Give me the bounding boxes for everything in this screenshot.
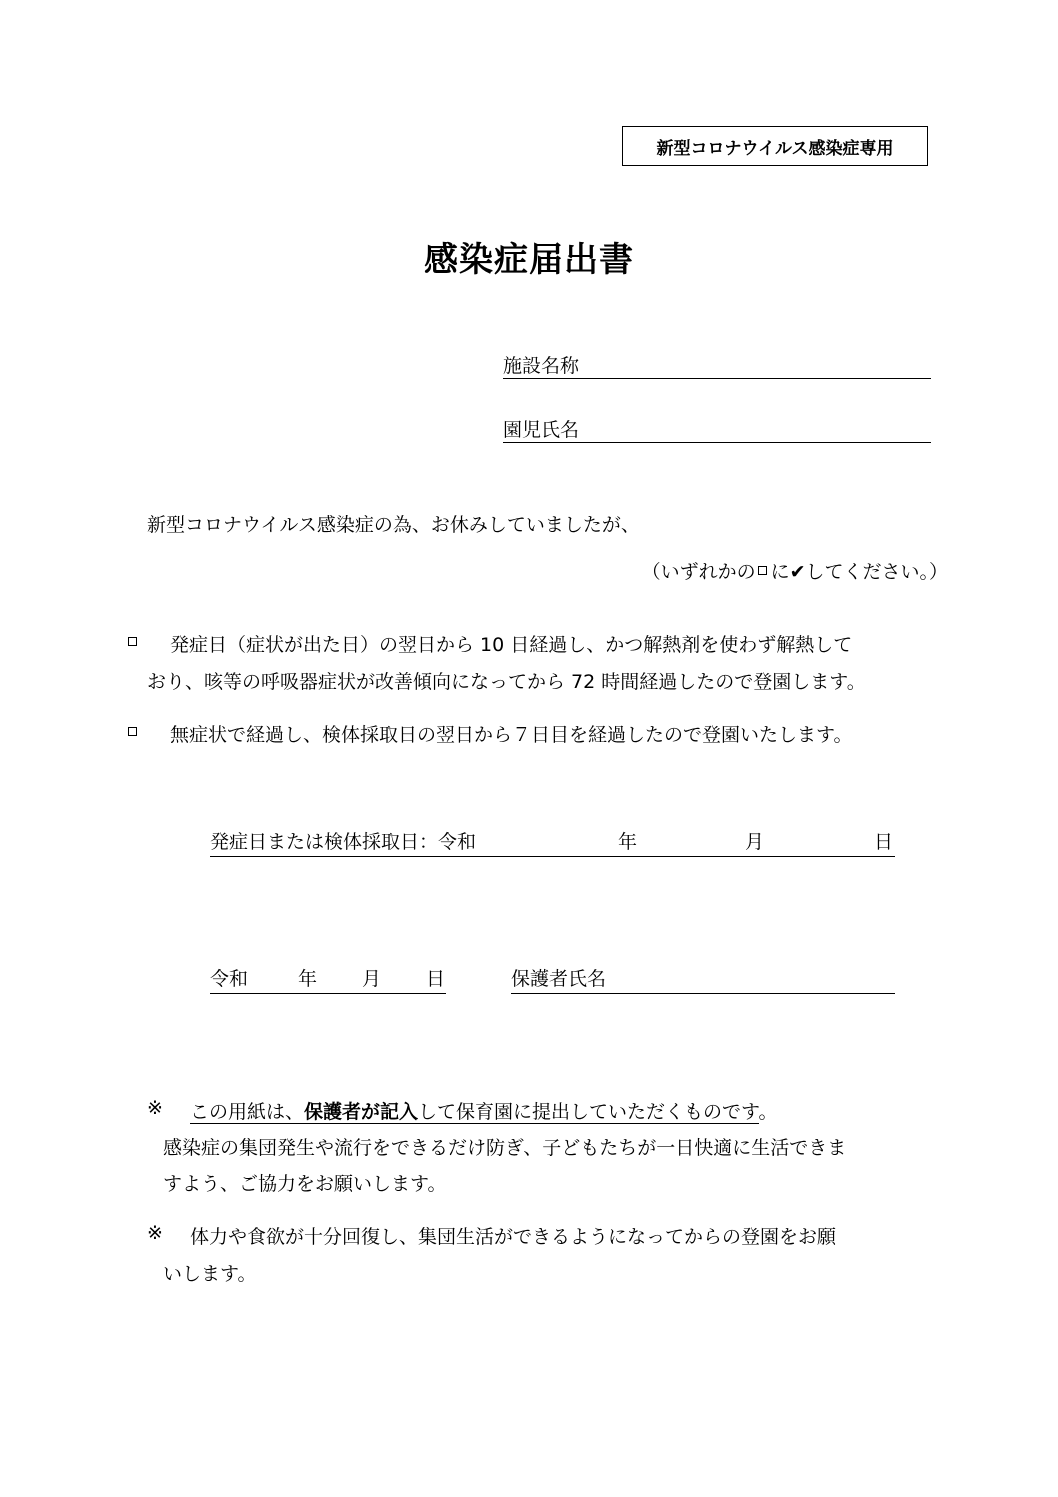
note-1-end: 。: [758, 1101, 778, 1123]
intro-text: 新型コロナウイルス感染症の為、お休みしていましたが、: [147, 514, 640, 536]
option-1-line-2: おり、咳等の呼吸器症状が改善傾向になってから 72 時間経過したので登園します。: [147, 671, 866, 693]
facility-name-label: 施設名称: [503, 355, 580, 377]
note-1-mark: ※: [147, 1097, 163, 1119]
option-2-line-1: 無症状で経過し、検体採取日の翌日から７日目を経過したので登園いたします。: [170, 724, 853, 746]
note-2-line-1: 体力や食欲が十分回復し、集団生活ができるようになってからの登園をお願: [190, 1226, 837, 1248]
option-2-checkbox[interactable]: [128, 727, 137, 736]
onset-date-month: 月: [745, 831, 765, 853]
instruction-text-post: に✔してください。）: [770, 561, 948, 583]
form-type-tag-text: 新型コロナウイルス感染症専用: [656, 138, 894, 159]
guardian-name-label: 保護者氏名: [511, 968, 607, 990]
signature-date-era: 令和: [210, 968, 249, 990]
inline-checkbox-icon: [758, 566, 767, 575]
option-1-line-1: 発症日（症状が出た日）の翌日から 10 日経過し、かつ解熱剤を使わず解熱して: [170, 634, 853, 656]
child-name-label: 園児氏名: [503, 419, 580, 441]
instruction-text: [642, 557, 948, 584]
note-1-underlined-b: して保育園に提出していただくものです: [418, 1101, 759, 1123]
page-title: 感染症届出書: [424, 240, 634, 280]
note-2-mark: ※: [147, 1222, 163, 1244]
note-1-line-1: [190, 1097, 778, 1124]
signature-date-year: 年: [298, 968, 318, 990]
note-1-bold: 保護者が記入: [304, 1101, 419, 1123]
note-1-line-2: 感染症の集団発生や流行をできるだけ防ぎ、子どもたちが一日快適に生活できま: [163, 1137, 847, 1159]
signature-date-field[interactable]: [210, 965, 446, 994]
note-1-underlined-a: この用紙は、: [190, 1101, 305, 1123]
note-2-line-2: いします。: [163, 1263, 257, 1285]
onset-date-label: 発症日または検体採取日：令和: [210, 831, 477, 853]
note-1-line-3: すよう、ご協力をお願いします。: [163, 1173, 447, 1195]
facility-name-field[interactable]: [503, 350, 931, 379]
signature-date-month: 月: [362, 968, 382, 990]
child-name-field[interactable]: [503, 414, 931, 443]
onset-date-day: 日: [874, 831, 894, 853]
signature-date-day: 日: [426, 968, 446, 990]
form-type-tag: [622, 126, 928, 166]
instruction-text-pre: （いずれかの: [641, 561, 756, 583]
onset-date-field[interactable]: [210, 828, 895, 857]
onset-date-year: 年: [618, 831, 638, 853]
guardian-name-field[interactable]: [511, 965, 895, 994]
option-1-checkbox[interactable]: [128, 637, 137, 646]
